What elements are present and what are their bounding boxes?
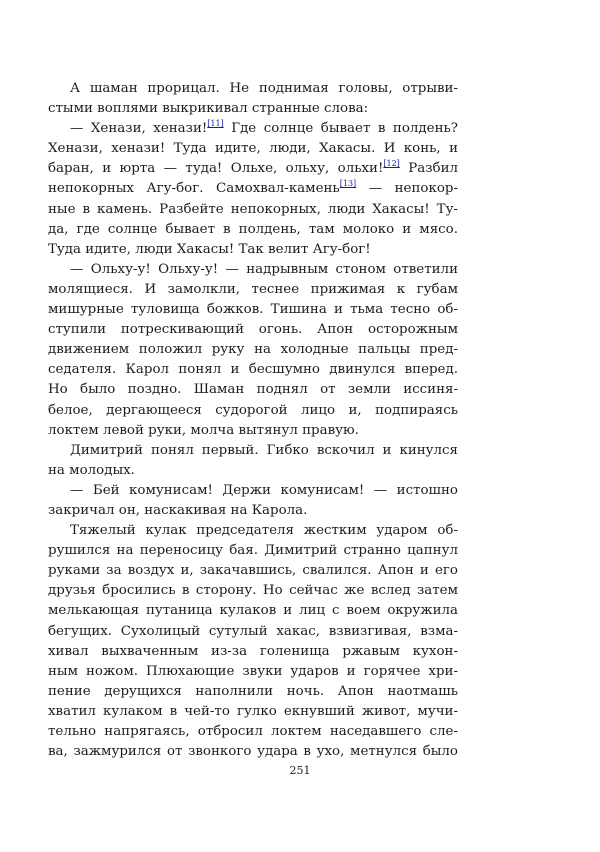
text-line: хватил кулаком в чей-то гулко екнувший живот, мучи- [48,703,458,719]
text-line [48,179,458,199]
text-fragment: Разбил [399,161,458,177]
text-line: Но было поздно. Шаман поднял от земли иссиня- [48,382,458,398]
text-line: закричал он, наскакивая на Карола. [48,502,308,518]
text-line: белое, дергающееся судорогой лицо и, подпираясь [48,402,458,418]
text-line: руками за воздух и, закачавшись, свалился. Апон и его [48,563,458,579]
text-line: рушился на переносицу бая. Димитрий странно цапнул [48,543,458,559]
text-line: да, где солнце бывает в полдень, там молоко и мясо. [48,221,458,237]
text-line: ные в камень. Разбейте непокорных, люди Хакасы! Ту- [48,201,458,217]
text-line: ступили потрескивающий огонь. Апон осторожным [48,322,458,338]
text-line: Туда идите, люди Хакасы! Так велит Агу-бог! [48,241,371,257]
text-line: локтем левой руки, молча вытянул правую. [48,422,359,438]
text-line: на молодых. [48,462,135,478]
footnote-link-12[interactable]: [12] [383,159,400,169]
text-line [48,119,458,139]
text-line: — Ольху-у! Ольху-у! — надрывным стоном ответили [70,261,458,277]
text-line: мишурные туловища божков. Тишина и тьма тесно об- [48,302,458,318]
text-line: А шаман прорицал. Не поднимая головы, отрыви- [70,81,458,96]
text-fragment: — непокор- [356,181,458,197]
text-line: движением положил руку на холодные пальцы пред- [48,342,458,358]
text-fragment: — Хенази, хенази! [70,121,208,137]
text-line: молящиеся. И замолкли, теснее прижимая к губам [48,281,458,297]
text-line: Хенази, хенази! Туда идите, люди, Хакасы. И конь, и [48,141,458,157]
footnote-link-13[interactable]: [13] [339,179,357,189]
text-line: хивал выхваченным из-за голенища ржавым кухон- [48,643,458,659]
text-fragment: Где солнце бывает в полдень? [223,121,458,137]
text-fragment: баран, и юрта — туда! Ольхе, ольху, ольхи! [48,161,384,177]
text-line: стыми воплями выкрикивал странные слова: [48,101,369,117]
footnote-link-11[interactable]: [11] [207,119,224,129]
text-line: ным ножом. Плюхающие звуки ударов и горячее хри- [48,663,458,679]
text-fragment: непокорных Агу-бог. Самохвал-камень [48,181,340,197]
text-line: бегущих. Сухолицый сутулый хакас, взвизгивая, взма- [48,623,458,639]
text-line: ва, зажмурился от звонкого удара в ухо, метнулся было [48,744,458,760]
text-line: тельно напрягаясь, отбросил локтем наседавшего сле- [48,724,458,739]
text-line: пение дерущихся наполнили ночь. Апон наотмашь [48,683,458,699]
text-line: Димитрий понял первый. Гибко вскочил и кинулся [70,442,458,458]
book-page-text [48,79,458,762]
text-line: друзья бросились в сторону. Но сейчас же вслед затем [48,583,458,599]
text-line: мелькающая путаница кулаков и лиц с воем окружила [48,603,458,619]
page-number: 251 [289,764,311,777]
text-line: Тяжелый кулак председателя жестким ударом об- [70,523,458,539]
text-line [48,159,458,179]
text-line: — Бей комунисам! Держи комунисам! — истошно [70,482,458,498]
text-line: седателя. Карол понял и бесшумно двинулся вперед. [48,362,458,378]
